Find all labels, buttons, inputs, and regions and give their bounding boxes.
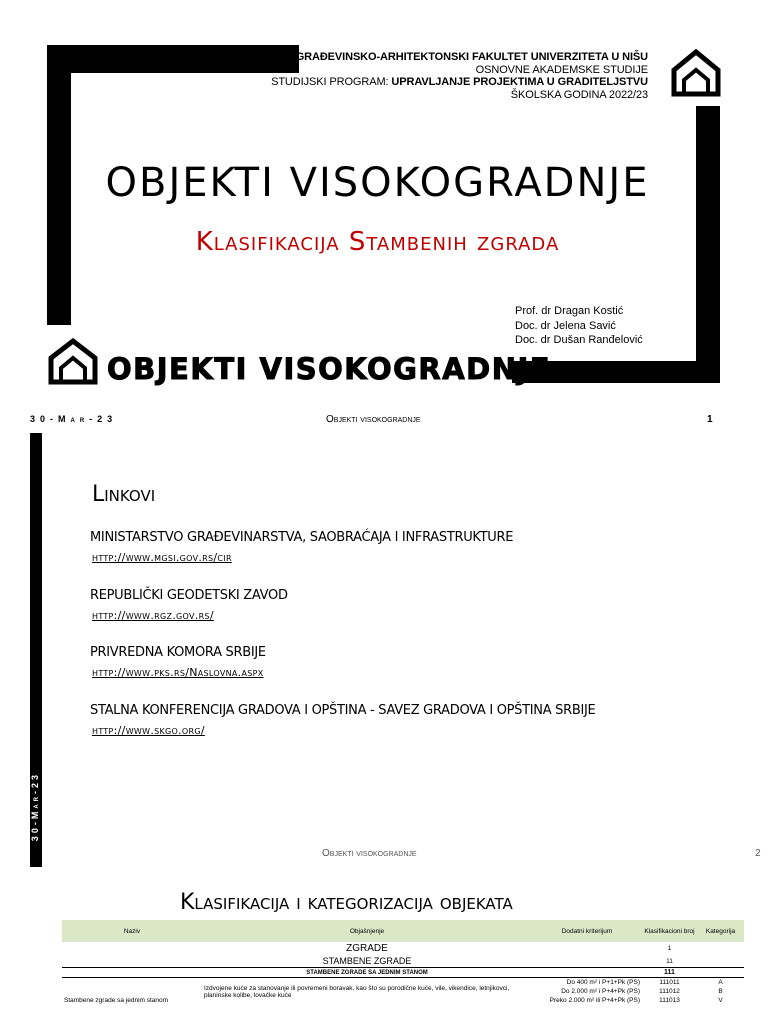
- page-number: 1: [707, 414, 713, 425]
- table-cell: Do 2.000 m² i P+4+Pk (PS): [561, 988, 640, 995]
- house-logo-icon: [670, 48, 722, 98]
- table-cell: Izdvojene kuće za stanovanje ili povremeni boravak, kao što su porodične kuće, vile, vikendice, letnjikovci, planinske kolibe, lovačke kuće: [204, 984, 510, 999]
- side-date: 30-Mar-23: [30, 772, 40, 842]
- table-cell: 111013: [659, 997, 680, 1004]
- table-cell: 1: [667, 945, 672, 952]
- frame-bar-top: [47, 45, 299, 73]
- table-cell: 111: [642, 968, 697, 978]
- column-header: Klasifikacioni broj: [642, 920, 697, 942]
- column-header: Kategorija: [697, 920, 744, 942]
- table-cell: STAMBENE ZGRADE SA JEDNIM STANOM: [202, 968, 532, 978]
- table-cell: 111012: [659, 988, 680, 995]
- house-logo-icon: [47, 337, 99, 385]
- table-header-row: [62, 920, 744, 942]
- classification-table: [62, 920, 744, 1005]
- link-title: PRIVREDNA KOMORA SRBIJE: [90, 645, 266, 660]
- table-row: [62, 942, 744, 955]
- table-cell: STAMBENE ZGRADE: [202, 955, 532, 968]
- table-cell: A: [718, 979, 723, 986]
- table-row: [62, 968, 744, 978]
- slide-title: Linkovi: [92, 482, 156, 507]
- institution-header: [271, 51, 648, 101]
- link-url[interactable]: http://www.rgz.gov.rs/: [92, 609, 214, 622]
- link-title: REPUBLIČKI GEODETSKI ZAVOD: [90, 588, 288, 603]
- footer-date: 30-Mar-23: [30, 414, 118, 424]
- header-line-3: STUDIJSKI PROGRAM: UPRAVLJANJE PROJEKTIMA U GRADITELJSTVU: [271, 76, 648, 88]
- table-row: [62, 978, 744, 988]
- link-url[interactable]: http://www.skgo.org/: [92, 724, 205, 737]
- author: Prof. dr Dragan Kostić: [515, 305, 624, 317]
- link-url[interactable]: http://www.pks.rs/Naslovna.aspx: [92, 666, 264, 679]
- link-url[interactable]: http://www.mgsi.gov.rs/cir: [92, 551, 232, 564]
- link-title: MINISTARSTVO GRAĐEVINARSTVA, SAOBRAĆAJA I INFRASTRUKTURE: [90, 530, 514, 545]
- table-cell: 11: [642, 955, 697, 968]
- header-line-4: ŠKOLSKA GODINA 2022/23: [510, 88, 648, 101]
- main-title: OBJEKTI VISOKOGRADNJE: [105, 160, 650, 206]
- table-cell: B: [718, 988, 723, 995]
- table-cell: V: [718, 997, 723, 1004]
- table-cell: Stambene zgrade sa jednim stanom: [64, 997, 169, 1004]
- logo-text: OBJEKTI VISOKOGRADNJE: [107, 352, 552, 386]
- table-row: [62, 955, 744, 968]
- author: Doc. dr Jelena Savić: [515, 319, 616, 332]
- table-cell: ZGRADE: [346, 943, 388, 954]
- column-header: Objašnjenje: [202, 920, 532, 942]
- slide-title: Klasifikacija i kategorizacija objekata: [180, 890, 513, 915]
- link-title: STALNA KONFERENCIJA GRADOVA I OPŠTINA - SAVEZ GRADOVA I OPŠTINA SRBIJE: [90, 703, 596, 718]
- footer-title: Objekti visokogradnje: [326, 414, 421, 425]
- authors-list: [515, 304, 643, 348]
- column-header: Dodatni kriterijum: [532, 920, 642, 942]
- column-header: Naziv: [62, 920, 202, 942]
- author: Doc. dr Dušan Ranđelović: [515, 334, 643, 346]
- footer-title: Objekti visokogradnje: [322, 848, 417, 859]
- table-cell: 111011: [659, 979, 680, 986]
- table-cell: Preko 2.000 m² ili P+4+Pk (PS): [549, 997, 640, 1004]
- page-number: 2: [755, 848, 761, 859]
- subtitle: Klasifikacija Stambenih zgrada: [195, 227, 560, 257]
- header-line-1: GRAĐEVINSKO-ARHITEKTONSKI FAKULTET UNIVERZITETA U NIŠU: [295, 51, 648, 63]
- table-cell: Do 400 m² i P+1+Pk (PS): [566, 979, 640, 986]
- header-line-2: OSNOVNE AKADEMSKE STUDIJE: [475, 63, 648, 76]
